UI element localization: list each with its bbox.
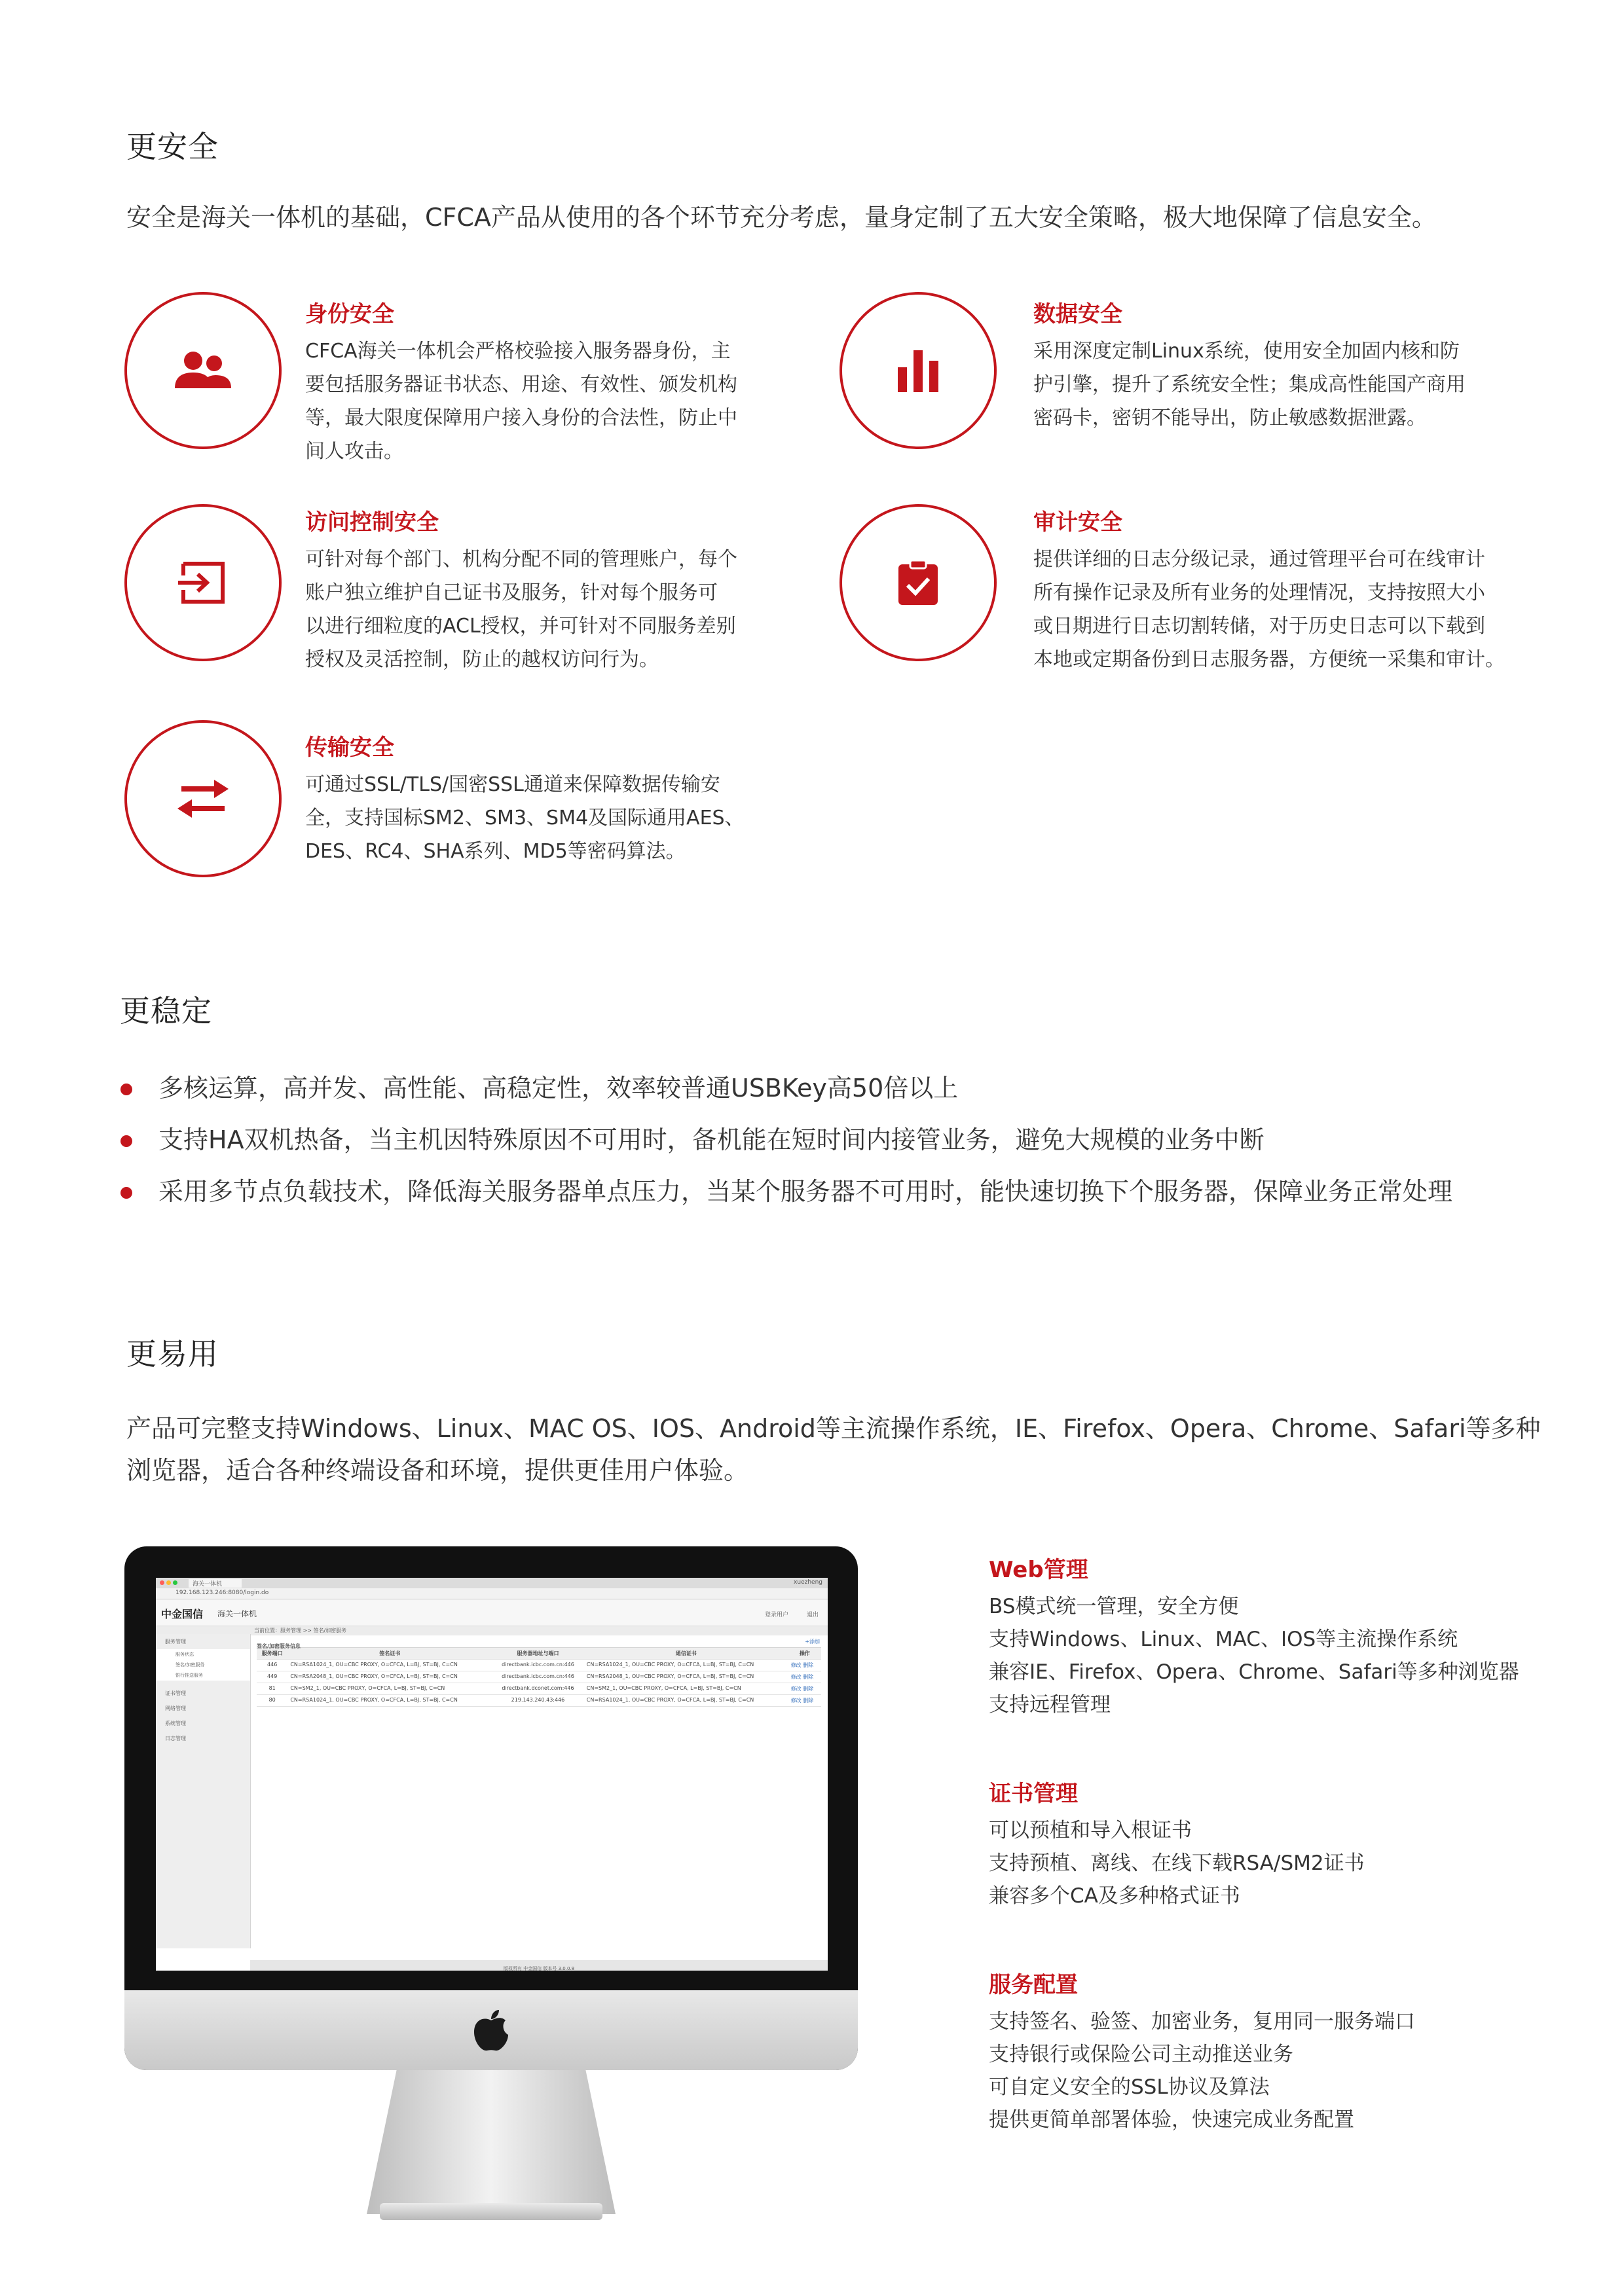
feature-line: CFCA海关一体机会严格校验接入服务器身份，主 <box>305 340 731 363</box>
app-title: 海关一体机 <box>217 1609 257 1618</box>
side-section-web <box>989 1552 1519 1721</box>
app-logo: 中金国信 <box>161 1608 204 1620</box>
users-icon <box>174 348 232 393</box>
sidebar-subitem-sign[interactable]: 签名/加密服务 <box>156 1660 250 1670</box>
browser-user: xuezheng <box>794 1579 822 1586</box>
cell-cert: CN=SM2_1, OU=CBC PROXY, O=CFCA, L=BJ, ST=BJ, C=CN <box>287 1683 492 1695</box>
breadcrumb: 当前位置：服务管理 >> 签名/加密服务 <box>254 1628 347 1633</box>
breadcrumb-bar <box>156 1626 828 1635</box>
side-section-title: 服务配置 <box>989 1972 1078 1998</box>
feature-line: 账户独立维护自己证书及服务，针对每个服务可 <box>305 581 718 604</box>
side-section-title: Web管理 <box>989 1557 1088 1583</box>
sidebar-subitem-push[interactable]: 银行推送服务 <box>156 1670 250 1681</box>
cell-ops[interactable]: 修改 删除 <box>788 1695 821 1707</box>
feature-line: 以进行细粒度的ACL授权，并可针对不同服务差别 <box>305 615 736 638</box>
cell-cert: CN=RSA1024_1, OU=CBC PROXY, O=CFCA, L=BJ, ST=BJ, C=CN <box>287 1660 492 1671</box>
cell-ops[interactable]: 修改 删除 <box>788 1671 821 1683</box>
side-item: 支持远程管理 <box>989 1693 1111 1717</box>
monitor-chin <box>124 1990 858 2070</box>
feature-line: 要包括服务器证书状态、用途、有效性、颁发机构 <box>305 373 737 396</box>
bullet-dot <box>120 1084 132 1095</box>
bullet-dot <box>120 1135 132 1147</box>
feature-audit <box>1033 504 1505 676</box>
feature-identity <box>305 296 737 468</box>
side-item: 支持银行或保险公司主动推送业务 <box>989 2043 1293 2066</box>
table-row <box>257 1671 821 1683</box>
browser-tab[interactable]: 海关一体机 <box>189 1579 242 1588</box>
bullet-text: 支持HA双机热备，当主机因特殊原因不可用时，备机能在短时间内接管业务，避免大规模的业务中断 <box>158 1125 1264 1154</box>
feature-line: 密码卡，密钥不能导出，防止敏感数据泄露。 <box>1033 407 1426 429</box>
table-row <box>257 1660 821 1671</box>
side-item: 可自定义安全的SSL协议及算法 <box>989 2075 1270 2099</box>
app-footer <box>250 1960 828 1971</box>
column-header: 签名证书 <box>287 1648 492 1660</box>
close-dot-icon[interactable] <box>160 1580 164 1585</box>
side-item: 兼容多个CA及多种格式证书 <box>989 1884 1240 1908</box>
transport-icon-circle <box>124 720 282 877</box>
column-header: 操作 <box>788 1648 821 1660</box>
feature-title: 身份安全 <box>305 301 394 327</box>
feature-line: DES、RC4、SHA系列、MD5等密码算法。 <box>305 840 686 863</box>
feature-line: 间人攻击。 <box>305 440 403 463</box>
sidebar-item-cert[interactable]: 证书管理 <box>165 1690 186 1696</box>
feature-title: 传输安全 <box>305 735 394 761</box>
cell-comm: CN=RSA1024_1, OU=CBC PROXY, O=CFCA, L=BJ, ST=BJ, C=CN <box>584 1695 788 1707</box>
browser-addressbar <box>156 1588 828 1599</box>
browser-tabbar <box>156 1578 828 1588</box>
audit-icon-circle <box>840 504 997 661</box>
bullet-text: 采用多节点负载技术，降低海关服务器单点压力，当某个服务器不可用时，能快速切换下个服务器，保障业务正常处理 <box>158 1177 1453 1206</box>
cell-cert: CN=RSA1024_1, OU=CBC PROXY, O=CFCA, L=BJ, ST=BJ, C=CN <box>287 1695 492 1707</box>
footer-text: 版权所有 中金国信 版本号 3.0.0.8 <box>503 1966 575 1971</box>
side-section-service <box>989 1967 1415 2136</box>
cell-ops[interactable]: 修改 删除 <box>788 1660 821 1671</box>
feature-line: 可针对每个部门、机构分配不同的管理账户，每个 <box>305 548 737 571</box>
feature-line: 采用深度定制Linux系统，使用安全加固内核和防 <box>1033 340 1460 363</box>
data-icon-circle <box>840 292 997 449</box>
sidebar-item-log[interactable]: 日志管理 <box>165 1736 186 1741</box>
access-icon-circle <box>124 504 282 661</box>
monitor-stand <box>367 2070 616 2214</box>
side-item: 提供更简单部署体验，快速完成业务配置 <box>989 2108 1354 2132</box>
identity-icon-circle <box>124 292 282 449</box>
sidebar-item-network[interactable]: 网络管理 <box>165 1705 186 1711</box>
side-item: 可以预植和导入根证书 <box>989 1819 1192 1842</box>
side-item: 支持签名、验签、加密业务，复用同一服务端口 <box>989 2010 1415 2033</box>
cell-port: 81 <box>257 1683 287 1695</box>
cell-comm: CN=RSA1024_1, OU=CBC PROXY, O=CFCA, L=BJ, ST=BJ, C=CN <box>584 1660 788 1671</box>
side-item: 兼容IE、Firefox、Opera、Chrome、Safari等多种浏览器 <box>989 1660 1519 1684</box>
cell-ops[interactable]: 修改 删除 <box>788 1683 821 1695</box>
screenshot-screen <box>156 1578 828 1971</box>
feature-line: 或日期进行日志切割转储，对于历史日志可以下载到 <box>1033 615 1485 638</box>
feature-line: 所有操作记录及所有业务的处理情况，支持按照大小 <box>1033 581 1485 604</box>
bar-chart-icon <box>895 348 941 393</box>
side-item: 支持Windows、Linux、MAC、IOS等主流操作系统 <box>989 1628 1458 1651</box>
bullet-dot <box>120 1187 132 1199</box>
panel-header <box>257 1638 821 1648</box>
app-content <box>257 1638 821 1707</box>
cell-comm: CN=SM2_1, OU=CBC PROXY, O=CFCA, L=BJ, ST=BJ, C=CN <box>584 1683 788 1695</box>
feature-line: 等，最大限度保障用户接入身份的合法性，防止中 <box>305 407 737 429</box>
sidebar-item-service[interactable]: 服务管理 <box>165 1639 186 1645</box>
feature-title: 访问控制安全 <box>305 509 439 536</box>
stability-bullet <box>124 1072 958 1104</box>
feature-transport <box>305 729 745 868</box>
feature-line: 本地或定期备份到日志服务器，方便统一采集和审计。 <box>1033 648 1505 671</box>
feature-line: 护引擎，提升了系统安全性；集成高性能国产商用 <box>1033 373 1466 396</box>
swap-arrows-icon <box>175 777 231 820</box>
maximize-dot-icon[interactable] <box>173 1580 177 1585</box>
side-item: BS模式统一管理，安全方便 <box>989 1595 1239 1618</box>
table-row <box>257 1683 821 1695</box>
cell-addr: 219.143.240.43:446 <box>492 1695 584 1707</box>
feature-line: 提供详细的日志分级记录，通过管理平台可在线审计 <box>1033 548 1485 571</box>
usability-intro-line: 浏览器，适合各种终端设备和环境，提供更佳用户体验。 <box>126 1456 749 1485</box>
app-sidebar <box>156 1634 251 1948</box>
column-header: 通信证书 <box>584 1648 788 1660</box>
column-header: 服务器地址与端口 <box>492 1648 584 1660</box>
sidebar-subitem-status[interactable]: 服务状态 <box>156 1649 250 1660</box>
bullet-text: 多核运算，高并发、高性能、高稳定性，效率较普通USBKey高50倍以上 <box>158 1074 959 1102</box>
section-heading-stability: 更稳定 <box>120 993 212 1029</box>
cell-addr: directbank.icbc.com.cn:446 <box>492 1671 584 1683</box>
feature-data <box>1033 296 1466 435</box>
apple-logo-icon <box>471 2009 511 2052</box>
panel-title: 签名/加密服务信息 <box>257 1643 301 1649</box>
add-button[interactable]: +添加 <box>805 1639 820 1645</box>
usability-intro-line: 产品可完整支持Windows、Linux、MAC OS、IOS、Android等主流操作系统，IE、Firefox、Opera、Chrome、Safari等多种 <box>126 1414 1541 1443</box>
welcome-user: 登录用户 <box>764 1612 788 1618</box>
service-table <box>257 1648 821 1707</box>
cell-addr: directbank.dconet.com:446 <box>492 1683 584 1695</box>
minimize-dot-icon[interactable] <box>166 1580 171 1585</box>
clipboard-check-icon <box>897 559 939 606</box>
stability-bullet <box>124 1123 1264 1156</box>
cell-comm: CN=RSA2048_1, OU=CBC PROXY, O=CFCA, L=BJ, ST=BJ, C=CN <box>584 1671 788 1683</box>
section-heading-security: 更安全 <box>126 129 219 164</box>
cell-port: 446 <box>257 1660 287 1671</box>
cell-port: 449 <box>257 1671 287 1683</box>
monitor-base <box>380 2203 602 2220</box>
feature-title: 数据安全 <box>1033 301 1122 327</box>
side-item: 支持预植、离线、在线下载RSA/SM2证书 <box>989 1851 1365 1875</box>
url-field[interactable]: 192.168.123.246:8080/login.do <box>175 1590 269 1596</box>
stability-bullet <box>124 1175 1452 1208</box>
app-header <box>156 1599 828 1626</box>
usability-intro <box>126 1408 1541 1491</box>
security-intro: 安全是海关一体机的基础，CFCA产品从使用的各个环节充分考虑，量身定制了五大安全策略，极大地保障了信息安全。 <box>126 203 1437 232</box>
cell-port: 80 <box>257 1695 287 1707</box>
logout-link[interactable]: 退出 <box>806 1612 819 1618</box>
column-header: 服务端口 <box>257 1648 287 1660</box>
cell-cert: CN=RSA2048_1, OU=CBC PROXY, O=CFCA, L=BJ, ST=BJ, C=CN <box>287 1671 492 1683</box>
sidebar-item-system[interactable]: 系统管理 <box>165 1721 186 1726</box>
side-section-cert <box>989 1776 1365 1912</box>
feature-access-control <box>305 504 737 676</box>
side-section-title: 证书管理 <box>989 1781 1078 1807</box>
login-icon <box>177 560 229 606</box>
section-heading-usability: 更易用 <box>126 1336 219 1372</box>
cell-addr: directbank.icbc.com.cn:446 <box>492 1660 584 1671</box>
table-row <box>257 1695 821 1707</box>
feature-line: 授权及灵活控制，防止的越权访问行为。 <box>305 648 659 671</box>
feature-line: 可通过SSL/TLS/国密SSL通道来保障数据传输安 <box>305 773 720 796</box>
feature-line: 全，支持国标SM2、SM3、SM4及国际通用AES、 <box>305 807 745 829</box>
feature-title: 审计安全 <box>1033 509 1122 536</box>
